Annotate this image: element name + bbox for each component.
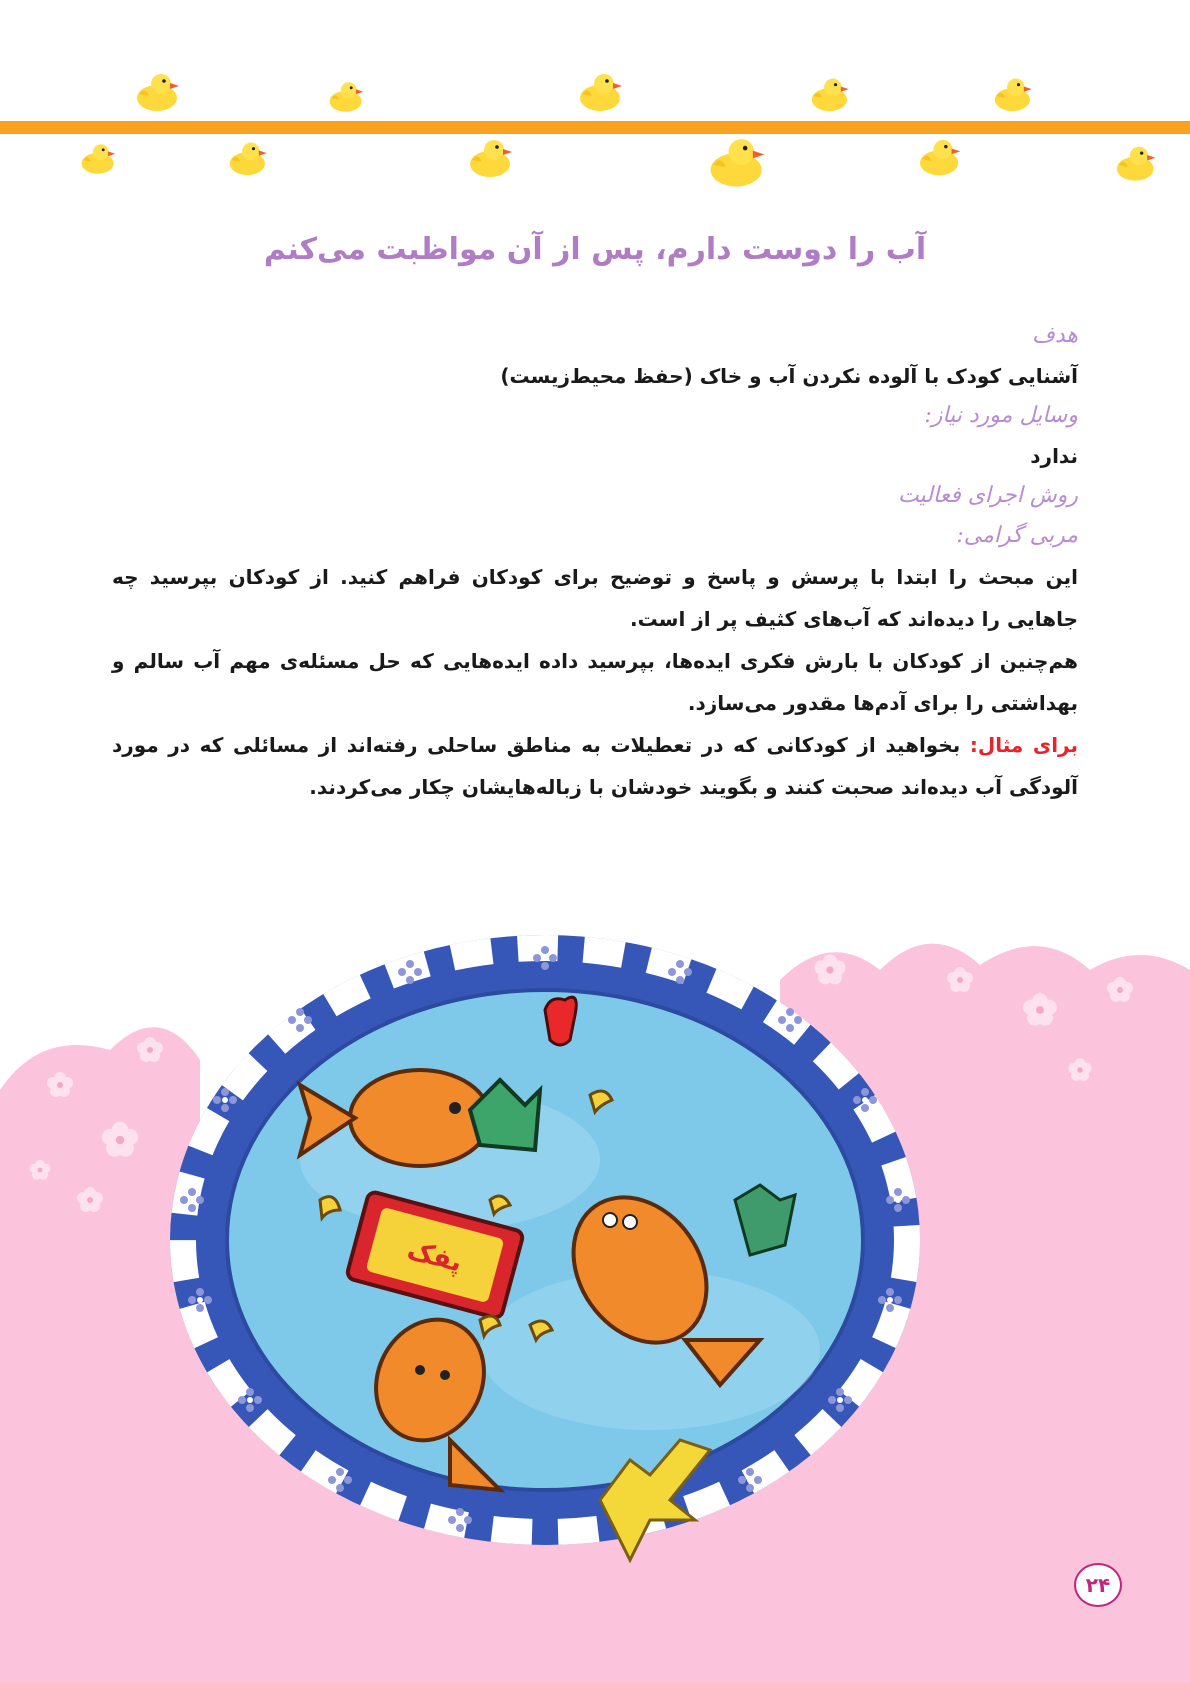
duck-icon <box>80 142 120 180</box>
duck-icon <box>1115 144 1161 188</box>
duck-icon <box>993 76 1037 118</box>
method-heading: روش اجرای فعالیت <box>897 483 1078 508</box>
duck-icon <box>708 136 772 196</box>
duck-icon <box>228 140 272 182</box>
page-title: آب را دوست دارم، پس از آن مواظبت می‌کنم <box>263 232 927 267</box>
duck-icon <box>328 80 368 118</box>
snack-label: پفک <box>403 1235 465 1279</box>
example-label: برای مثال: <box>969 733 1078 757</box>
top-decorative-bar <box>0 121 1190 134</box>
lesson-content <box>112 316 1078 808</box>
example-text: بخواهید از کودکانی که در تعطیلات به مناطق ساحلی رفته‌اند از مسائلی که در مورد آلودگی آب دیده‌اند صحبت کنند و بگویند خودشان با زباله‌هایشان چکار می‌کردند. <box>112 733 1078 799</box>
materials-text: ندارد <box>1030 444 1078 468</box>
duck-icon <box>578 72 628 118</box>
goal-text: آشنایی کودک با آلوده نکردن آب و خاک (حفظ محیط‌زیست) <box>500 364 1078 388</box>
goal-heading: هدف <box>1032 323 1078 348</box>
duck-icon <box>468 138 518 184</box>
method-paragraph-2: هم‌چنین از کودکان با بارش فکری ایده‌ها، بپرسید داده ایده‌هایی که حل مسئله‌ی مهم آب سالم و بهداشتی را برای آدم‌ها مقدور می‌سازد. <box>112 649 1078 715</box>
method-paragraph-1: این مبحث را ابتدا با پرسش و پاسخ و توضیح برای کودکان فراهم کنید. از کودکان بپرسید چه جاهایی را دیده‌اند که آب‌های کثیف پر از است. <box>112 565 1078 631</box>
apple-core <box>545 997 576 1045</box>
example-paragraph <box>112 724 1078 808</box>
page-number: ۲۴ <box>1074 1563 1122 1607</box>
duck-icon <box>918 138 966 182</box>
duck-icon <box>810 76 854 118</box>
teacher-address: مربی گرامی: <box>956 523 1078 548</box>
pond-plate-illustration <box>150 900 950 1590</box>
materials-heading: وسایل مورد نیاز: <box>924 403 1078 428</box>
duck-icon <box>135 72 185 118</box>
